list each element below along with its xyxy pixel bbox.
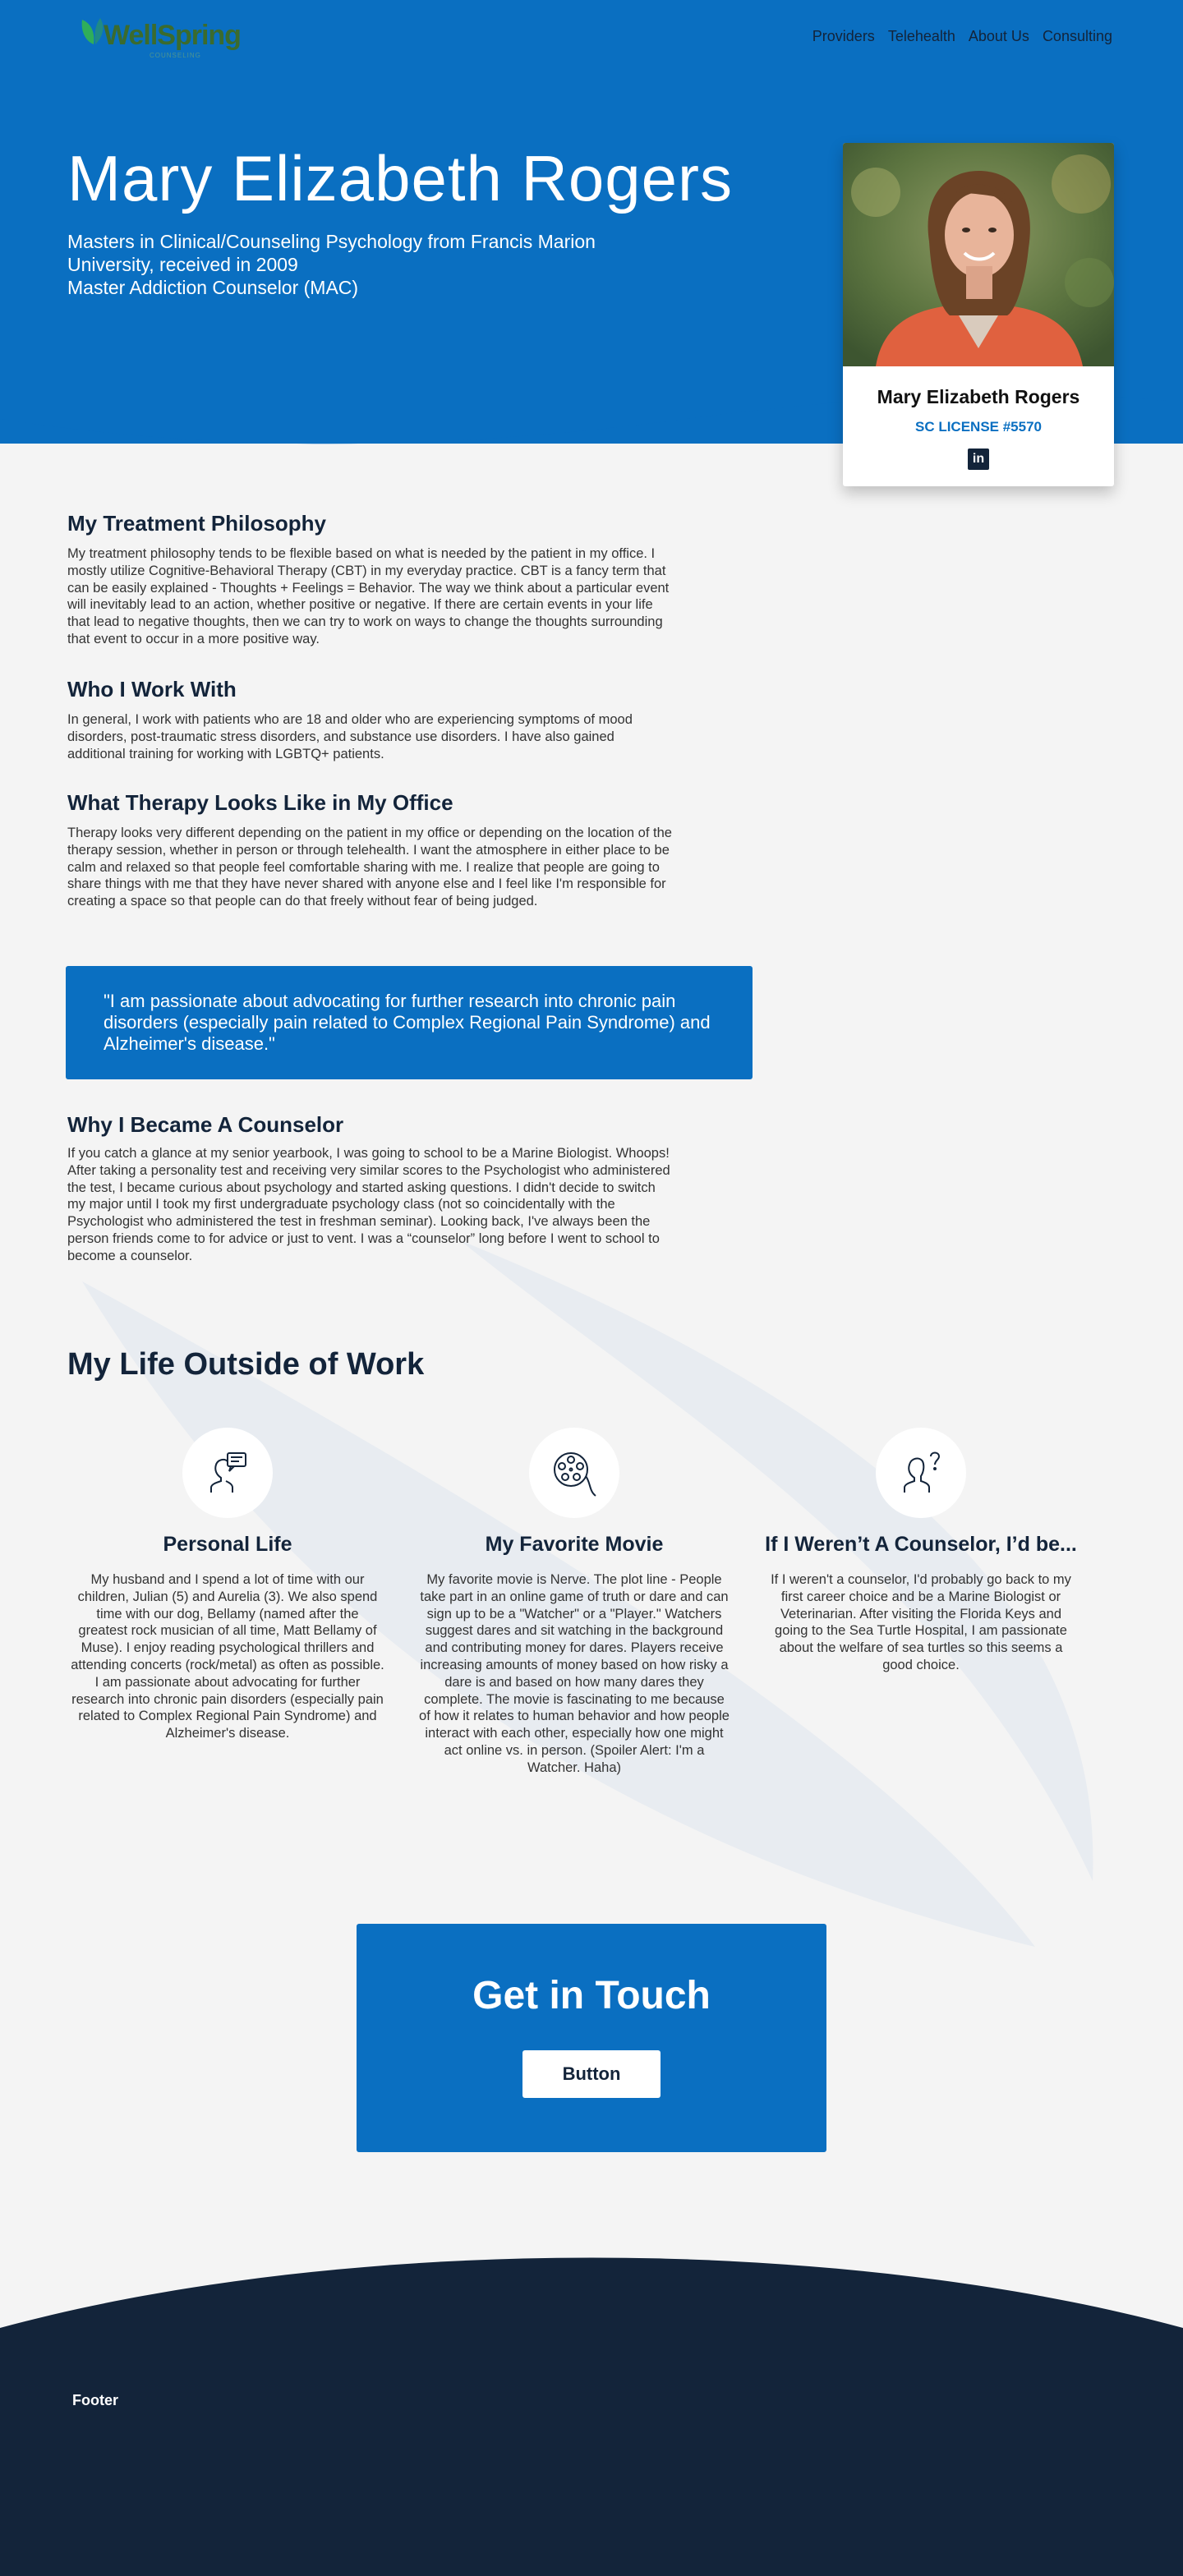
profile-card	[843, 143, 1114, 486]
section-heading: My Treatment Philosophy	[67, 511, 326, 536]
section-text: In general, I work with patients who are 18 and older who are experiencing symptoms of mood disorders, post-traumatic stress disorders, and substance use disorders. I have also gained additional training for working with LGBTQ+ patients.	[67, 712, 633, 761]
card-name: Mary Elizabeth Rogers	[877, 386, 1080, 407]
linkedin-icon[interactable]: in	[968, 448, 989, 470]
get-in-touch-panel	[357, 1924, 826, 2152]
section-text: Therapy looks very different depending on the patient in my office or depending on the location of the therapy session, whether in person or through telehealth. I want the atmosphere in either place to be calm and relaxed so that people feel comfortable sharing with me. I realize that people are going to share things with me that they have never shared with anyone else and I feel like I'm responsible for creating a space so that people can do that freely without fear of being judged.	[67, 826, 672, 909]
credentials	[67, 230, 659, 299]
wellspring-logo[interactable]	[79, 16, 243, 59]
credential-certification: Master Addiction Counselor (MAC)	[67, 277, 359, 298]
section-heading: Who I Work With	[67, 677, 237, 702]
life-column-personal	[67, 1428, 388, 1742]
footer-label: Footer	[72, 2392, 118, 2408]
life-outside-title: My Life Outside of Work	[67, 1347, 425, 1382]
life-column-text: My favorite movie is Nerve. The plot line - People take part in an online game of truth or dare and can sign up to be a "Watcher" or a "Player." Watchers suggest dares and sit watching in the background and contributing money for dares. Players receive increasing amounts of money based on how risky a dare is and based on how many dares they complete. The movie is fascinating to me because of how it relates to human behavior and how people interact with each other, especially how one might act online vs. in person. (Spoiler Alert: I'm a Watcher. Haha)	[419, 1572, 730, 1775]
nav-consulting[interactable]: Consulting	[1042, 28, 1112, 44]
logo-subtitle: COUNSELING	[150, 52, 201, 59]
credential-degree: Masters in Clinical/Counseling Psychology from Francis Marion University, received in 2009	[67, 231, 596, 275]
film-reel-icon	[529, 1428, 619, 1518]
life-column-title: My Favorite Movie	[485, 1533, 664, 1556]
footer	[0, 2251, 1183, 2576]
life-column-career	[761, 1428, 1081, 1674]
nav-providers[interactable]: Providers	[812, 28, 875, 44]
life-column-movie	[414, 1428, 734, 1777]
nav-about-us[interactable]: About Us	[968, 28, 1029, 44]
life-column-title: Personal Life	[163, 1533, 292, 1556]
section-text: If you catch a glance at my senior yearbook, I was going to school to be a Marine Biologist. Whoops! After taking a personality test and receiving very similar scores to the Psychologist who administered the test, I became curious about psychology and started asking questions. I didn't decide to switch my major until I took my first undergraduate psychology class (not so coincidentally with the Psychologist who administered the test in freshman seminar). Looking back, I've always been the person friends come to for advice or just to vent. I was a “counselor” long before I went to school to become a counselor.	[67, 1146, 670, 1263]
quote-block: "I am passionate about advocating for further research into chronic pain disorders (especially pain related to Complex Regional Pain Syndrome) and Alzheimer's disease."	[66, 966, 753, 1079]
page-title: Mary Elizabeth Rogers	[67, 142, 733, 214]
life-column-text: My husband and I spend a lot of time with our children, Julian (5) and Aurelia (3). We also spend time with our dog, Bellamy (named after the greatest rock musician of all time, Matt Bellamy of Muse). I enjoy reading psychological thrillers and attending concerts (rock/metal) as often as possible. I am passionate about advocating for further research into chronic pain disorders (especially pain related to Complex Regional Pain Syndrome) and Alzheimer's disease.	[71, 1572, 384, 1741]
life-column-text: If I weren't a counselor, I'd probably go back to my first career choice and be a Marine Biologist or Veterinarian. After visiting the Florida Keys and going to the Sea Turtle Hospital, I am passionate about the welfare of sea turtles so this seems a good choice.	[771, 1572, 1071, 1672]
section-heading: Why I Became A Counselor	[67, 1112, 344, 1137]
profile-photo	[843, 143, 1114, 366]
person-speech-bubble-icon	[182, 1428, 273, 1518]
leaf-icon	[79, 16, 107, 49]
person-question-icon	[876, 1428, 966, 1518]
section-text: My treatment philosophy tends to be flexible based on what is needed by the patient in my office. I mostly utilize Cognitive-Behavioral Therapy (CBT) in my everyday practice. CBT is a fancy term that can be easily explained - Thoughts + Feelings = Behavior. The way we think about a particular event will inevitably lead to an action, whether positive or negative. If there are certain events in your life that lead to negative thoughts, then we can try to work on ways to change the thoughts surrounding that event to occur in a more positive way.	[67, 546, 670, 646]
nav-telehealth[interactable]: Telehealth	[887, 28, 955, 44]
main-nav	[812, 28, 1112, 45]
cta-title: Get in Touch	[472, 1974, 711, 2017]
license-number: SC LICENSE #5570	[914, 419, 1042, 435]
logo-text: WellSpring	[104, 20, 241, 51]
get-in-touch-button[interactable]: Button	[522, 2050, 661, 2098]
life-column-title: If I Weren’t A Counselor, I’d be...	[765, 1533, 1077, 1556]
section-heading: What Therapy Looks Like in My Office	[67, 790, 453, 815]
